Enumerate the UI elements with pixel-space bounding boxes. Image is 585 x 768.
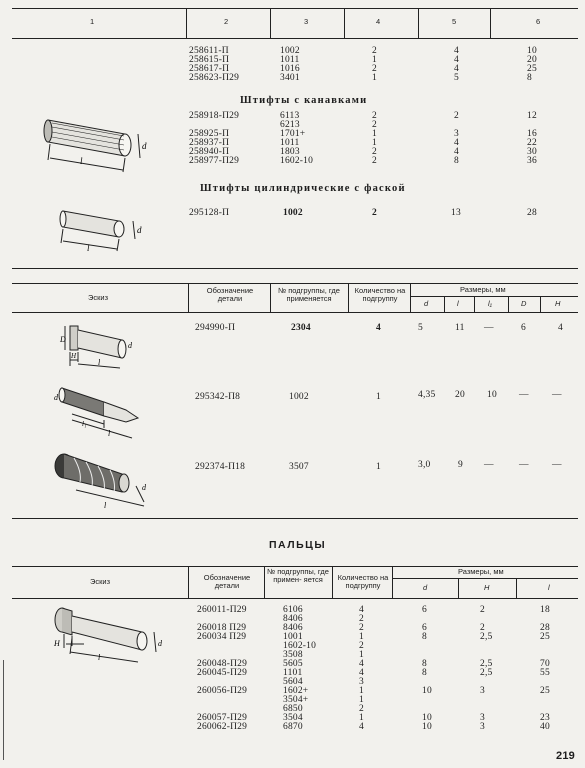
value: 20 [527,55,537,65]
qty: 4 [376,323,381,333]
svg-text:d: d [128,341,132,350]
value-D: — [519,460,529,470]
g2-col5 [454,112,459,166]
col-header-1: 1 [90,17,95,26]
value-H: 2 [480,605,485,615]
value: 4 [454,138,459,148]
value-l1: — [484,323,494,333]
value-l: 20 [455,390,465,400]
subgroup: 1602-10 [280,156,314,166]
t3-H [480,606,492,732]
part-code [197,696,247,705]
value-H: 2 [480,623,485,633]
t3-codes [197,606,247,732]
header-qty: Количество на подгруппу [354,286,406,303]
header-l: l [548,583,550,592]
header-D: D [521,299,527,308]
subgroup: 1011 [280,138,300,148]
part-code: 260062-П29 [197,722,248,732]
svg-text:d: d [54,393,58,402]
part-code: 260034 П29 [197,632,247,642]
value-d: 6 [422,623,427,633]
value-d: 4,35 [418,390,436,400]
value: 16 [527,129,537,139]
header-l1: l₁ [488,299,493,308]
header-part-code: Обозначение детали [203,573,251,590]
part-code: 260045-П29 [197,668,248,678]
qty: 2 [372,147,377,157]
g2-codes [189,112,239,166]
qty: 2 [372,156,377,166]
part-code: 260011-П29 [197,605,247,615]
subgroup: 6850 [283,704,303,714]
subgroup: 3504+ [283,695,309,705]
value-l: 11 [455,323,465,333]
subgroup: 3508 [283,650,303,660]
value-l: 28 [540,623,550,633]
part-code: 260057-П29 [197,713,248,723]
g1-col5 [454,47,459,83]
subgroup: 5605 [283,659,303,669]
part-code: 260056-П29 [197,686,248,696]
header-qty: Количество на подгруппу [337,573,389,590]
subgroup: 2304 [291,323,311,333]
part-code: 258940-П [189,147,230,157]
value: 36 [527,156,537,166]
svg-text:d: d [137,225,142,235]
subgroup: 1602-10 [283,641,317,651]
g1-col6 [527,47,537,83]
value-d: 6 [422,605,427,615]
subgroup: 1602+ [283,686,309,696]
part-code: 260048-П29 [197,659,248,669]
header-d: d [424,299,429,308]
g1-qty [372,47,377,83]
value-H: — [552,390,562,400]
header-sketch: Эскиз [90,577,111,586]
subgroup: 1701+ [280,129,306,139]
svg-text:d: d [158,639,162,648]
part-code: 295128-П [189,208,230,218]
value-H: — [552,460,562,470]
spiral-pin-sketch [52,450,157,510]
qty: 4 [359,659,364,669]
svg-text:d: d [142,141,147,151]
svg-text:H: H [54,639,60,648]
subgroup: 6113 [280,111,300,121]
value: 4 [454,64,459,74]
part-code: 295342-П8 [195,392,241,402]
qty: 1 [372,138,377,148]
value: 30 [527,147,537,157]
value-d: 3,0 [418,460,431,470]
svg-text:d: d [142,483,146,492]
qty: 1 [376,392,381,402]
subgroup: 1011 [280,55,300,65]
value-H: 3 [480,713,485,723]
svg-text:H: H [71,352,77,360]
value: 5 [454,73,459,83]
part-code: 258617-П [189,64,230,74]
part-code: 258925-П [189,129,230,139]
col-header-2: 2 [224,17,229,26]
stepped-pin-sketch [60,320,150,370]
part-code: 292374-П18 [195,462,246,472]
subgroup: 1101 [283,668,303,678]
page-number: 219 [556,750,575,762]
value-l: 70 [540,659,550,669]
value-H: 3 [480,722,485,732]
part-code: 260018 П29 [197,623,247,633]
svg-text:l: l [80,156,83,166]
svg-text:l: l [98,653,101,662]
header-subgroup: № подгруппы, где примен- яется [267,567,329,584]
t3-l [540,606,550,732]
value-H: 3 [480,686,485,696]
subgroup: 6106 [283,605,303,615]
value: 25 [527,64,537,74]
value: 3 [454,129,459,139]
subgroup: 3507 [289,462,309,472]
value-l: 18 [540,605,550,615]
svg-text:l: l [104,501,107,510]
value-l1: 10 [487,390,497,400]
subgroup: 3504 [283,713,303,723]
subgroup: 8406 [283,623,303,633]
subgroup: 8406 [283,614,303,624]
subheading-grooved-pins: Штифты с канавками [240,95,368,106]
col-header-5: 5 [452,17,457,26]
part-code: 258615-П [189,55,230,65]
value-H: 2,5 [480,632,493,642]
subgroup: 1002 [289,392,309,402]
qty: 2 [372,64,377,74]
part-code: 258937-П [189,138,230,148]
value-D: — [519,390,529,400]
qty: 4 [359,668,364,678]
section-title: ПАЛЬЦЫ [269,539,327,551]
qty: 1 [376,462,381,472]
part-code [197,642,247,651]
header-d: d [423,583,428,592]
value-l: 55 [540,668,550,678]
qty: 2 [372,46,377,56]
qty: 2 [372,208,377,218]
t3-qty [359,606,364,732]
header-subgroup: № подгруппы, где применяется [278,286,340,303]
subgroup: 3401 [280,73,300,83]
qty: 3 [359,677,364,687]
subgroup: 1016 [280,64,300,74]
header-H: H [555,299,561,308]
value-l: 25 [540,632,550,642]
qty: 2 [372,111,377,121]
qty: 2 [372,120,377,130]
value: 8 [527,73,532,83]
subgroup: 1002 [280,46,300,56]
svg-text:D: D [60,335,66,344]
qty: 2 [359,614,364,624]
value-d: 5 [418,323,423,333]
value-l1: — [484,460,494,470]
header-part-code: Обозначение детали [206,286,254,303]
col-header-3: 3 [304,17,309,26]
value-H: 2,5 [480,659,493,669]
col-header-4: 4 [376,17,381,26]
value-D: 6 [521,323,526,333]
part-code: 258977-П29 [189,156,240,166]
value: 10 [527,46,537,56]
chamfered-pin-sketch [55,205,175,255]
value-l: 25 [540,686,550,696]
value-d: 8 [422,668,427,678]
value: 4 [454,46,459,56]
g2-subgroups [280,112,313,166]
svg-text:l₁: l₁ [82,420,87,428]
value-l: 40 [540,722,550,732]
subgroup: 6870 [283,722,303,732]
value: 28 [527,208,537,218]
subgroup: 1001 [283,632,303,642]
qty: 1 [372,73,377,83]
value-l: 9 [458,460,463,470]
qty: 1 [359,695,364,705]
subgroup: 5604 [283,677,303,687]
header-H: H [484,583,490,592]
qty: 4 [359,605,364,615]
qty: 1 [359,632,364,642]
value: 2 [454,111,459,121]
value-l: 23 [540,713,550,723]
value: 12 [527,111,537,121]
qty: 2 [359,641,364,651]
qty: 1 [372,55,377,65]
value: 8 [454,156,459,166]
header-dimensions: Размеры, мм [458,567,504,576]
subgroup: 6213 [280,120,300,130]
qty: 1 [372,129,377,139]
qty: 2 [359,704,364,714]
pointed-knurled-pin-sketch [52,380,152,440]
header-dimensions: Размеры, мм [460,285,506,294]
value: 4 [454,55,459,65]
value-d: 8 [422,632,427,642]
finger-pin-sketch [38,608,168,663]
t3-subgroups [283,606,316,732]
header-l: l [457,299,459,308]
t3-d [422,606,432,732]
value: 4 [454,147,459,157]
value-d: 8 [422,659,427,669]
g1-codes [189,47,239,83]
part-code: 258623-П29 [189,73,240,83]
g2-qty [372,112,377,166]
subheading-chamfered-pins: Штифты цилиндрические с фаской [200,183,406,194]
g1-subgroups [280,47,300,83]
svg-text:l: l [108,429,111,438]
part-code: 258611-П [189,46,229,56]
header-sketch: Эскиз [88,293,109,302]
value-H: 4 [558,323,563,333]
value-H: 2,5 [480,668,493,678]
subgroup: 1002 [283,208,303,218]
g2-col6 [527,112,537,166]
qty: 1 [359,686,364,696]
value-d: 10 [422,722,432,732]
value-d: 10 [422,713,432,723]
value: 13 [451,208,461,218]
qty: 1 [359,650,364,660]
grooved-pin-sketch [40,112,170,172]
subgroup: 1803 [280,147,300,157]
binding-edge [3,660,4,760]
qty: 2 [359,623,364,633]
qty: 4 [359,722,364,732]
value: 22 [527,138,537,148]
svg-text:l: l [87,243,90,253]
col-header-6: 6 [536,17,541,26]
part-code: 258918-П29 [189,111,240,121]
svg-text:l: l [98,358,101,367]
value-d: 10 [422,686,432,696]
qty: 1 [359,713,364,723]
part-code: 294990-П [195,323,236,333]
